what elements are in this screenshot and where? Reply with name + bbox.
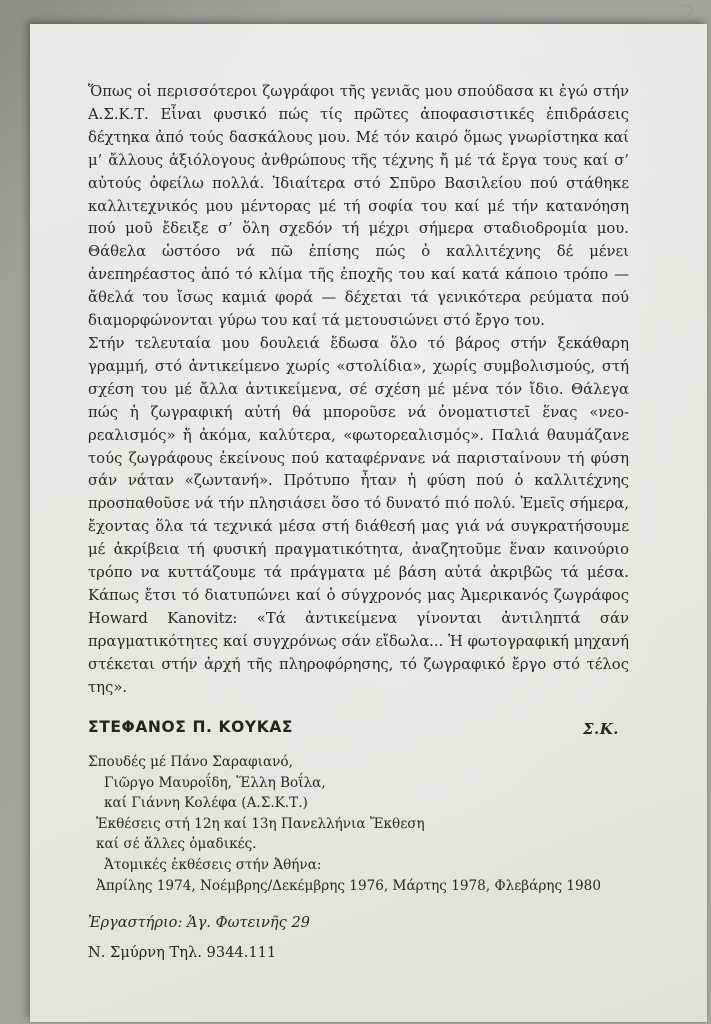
bio-line-exhibitions-1: Ἐκθέσεις στή 12η καί 13η Πανελλήνια Ἔκθεση — [96, 815, 425, 832]
bio-line-teachers-2: καί Γιάννη Κολέφα (Α.Σ.Κ.Τ.) — [104, 795, 308, 812]
artist-statement — [88, 81, 629, 741]
bio-line-studies: Σπουδές μέ Πάνο Σαραφιανό, — [88, 754, 293, 770]
bio-line-exhibitions-2: καί σέ ἄλλες ὁμαδικές. — [96, 836, 257, 853]
signature-initials: Σ.Κ. — [582, 720, 619, 739]
statement-paragraph-2: Στήν τελευταία μου δουλειά ἔδωσα ὅλο τό βάρος στήν ξεκάθαρη γραμμή, στό ἀντικείμενο χωρίς «στολίδια», χωρίς συμβολισμούς, στή σχέση του μέ ἄλλα ἀντικείμενα, σέ σχέση μέ μένα τόν ἴδιο. Θάλεγα πώς ἡ ζωγραφική αὐτή θά μποροῦσε νά ὀνοματιστεῖ ἕνας «νεο-ρεαλισμός» ἤ ἀκόμα, καλύτερα, «φωτορεαλισμός». Παλιά θαυμάζανε τούς ζωγράφους ἐκείνους πού καταφέρνανε νά παρισταίνουν τή φύση σάν νάταν «ζωντανή». Πρότυπο ἦταν ἡ φύση πού ὁ καλλιτέχνης προσπαθοῦσε νά τήν πλησιάσει ὅσο τό δυνατό πιό πολύ. Ἐμεῖς σήμερα, ἔχοντας ὅλα τά τεχνικά μέσα στή διάθεσή μας γιά νά συγκρατήσουμε μέ ἀκρίβεια τή φυσική πραγματικότητα, ἀναζητοῦμε ἕναν καινούριο τρόπο να κυττάζουμε τά πράγματα μέ βάση αὐτά ἀκριβῶς τά μέσα. Κάπως ἔτσι τό διατυπώνει καί ὁ σύγχρονός μας Ἀμερικανός ζωγράφος Howard Kanovitz: «Τά ἀντικείμενα γίνονται ἀντιληπτά σάν πραγματικότητες καί συγχρόνως σάν εἴδωλα... Ἡ φωτογραφική μηχανή στέκεται στήν ἀρχή τῆς πληροφόρησης, τό ζωγραφικό ἔργο στό τέλος της». — [88, 334, 629, 696]
statement-paragraph-1: Ὅπως οἱ περισσότεροι ζωγράφοι τῆς γενιᾶς μου σπούδασα κι ἐγώ στήν Α.Σ.Κ.Τ. Εἶναι φυσικό πώς τίς πρῶτες ἀποφασιστικές ἐπιδράσεις δέχτηκα ἀπό τούς δασκάλους μου. Μέ τόν καιρό ὅμως γνωρίστηκα καί μ’ ἄλλους ἀξιόλογους ἀνθρώπους τῆς τέχνης ἤ μέ τά ἔργα τους καί σ’ αὐτούς ὀφείλω πολλά. Ἰδιαίτερα στό Σπῦρο Βασιλείου πού στάθηκε καλλιτεχνικός μου μέντορας μέ τή σοφία του καί μέ τήν κατανόηση πού μοῦ ἔδειξε σ’ ὅλη σχεδόν τή μέχρι σήμερα σταδιοδρομία μου. Θάθελα ὡστόσο νά πῶ ἐπίσης πώς ὁ καλλιτέχνης δέ μένει ἀνεπηρέαστος ἀπό τό κλίμα τῆς ἐποχῆς του καί κατά κάποιο τρόπο — ἄθελά του ἴσως καμιά φορά — δέχεται τά γενικότερα ρεύματα πού διαμορφώνονται γύρω του καί τά μετουσιώνει στό ἔργο του. — [88, 83, 629, 330]
studio-footer — [88, 908, 310, 968]
studio-address: Ἐργαστήριο: Ἁγ. Φωτεινῆς 29 — [88, 914, 311, 931]
bio-line-solo-shows-label: Ἀτομικές ἐκθέσεις στήν Ἀθήνα: — [104, 856, 322, 873]
artist-name-heading: ΣΤΕΦΑΝΟΣ Π. ΚΟΥΚΑΣ — [88, 718, 294, 736]
bio-line-teachers-1: Γιῶργο Μαυροΐδη, Ἕλλη Βοΐλα, — [104, 774, 326, 791]
studio-phone: Ν. Σμύρνη Τηλ. 9344.111 — [88, 944, 277, 961]
paper-sheet — [30, 24, 707, 1022]
bio-line-solo-show-dates: Ἀπρίλης 1974, Νοέμβρης/Δεκέμβρης 1976, Μάρτης 1978, Φλεβάρης 1980 — [96, 877, 601, 894]
artist-bio — [88, 752, 648, 896]
